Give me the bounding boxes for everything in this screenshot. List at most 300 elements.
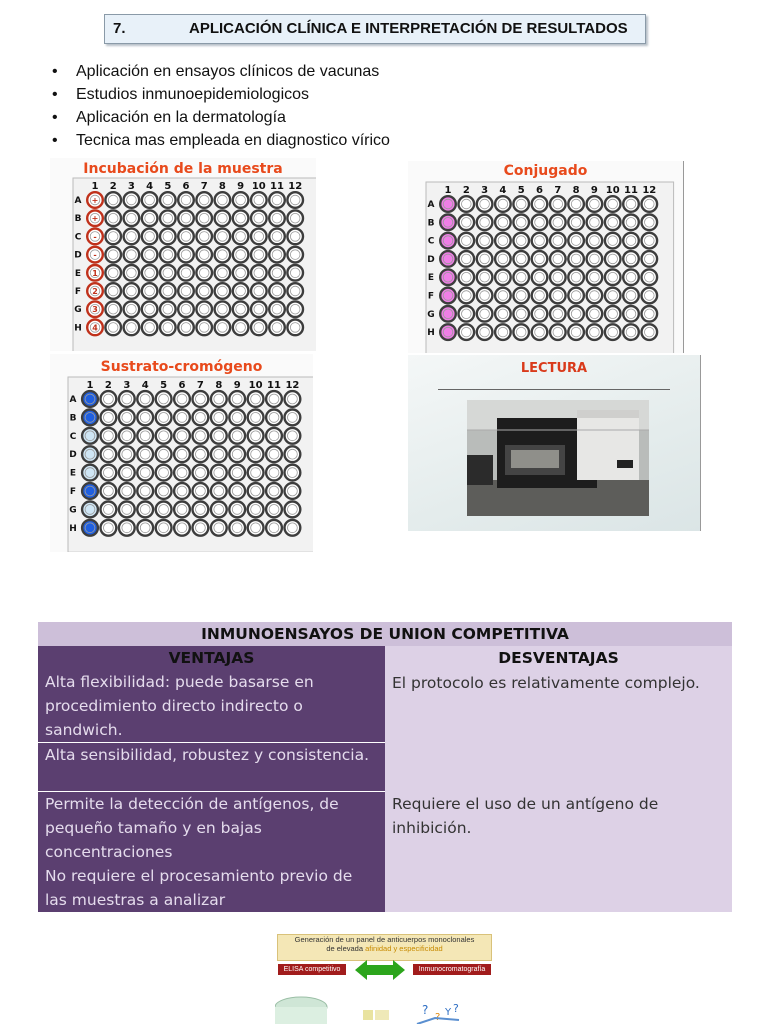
well [156, 391, 172, 407]
well [587, 251, 603, 267]
lectura-divider [438, 389, 670, 390]
section-heading [104, 14, 646, 44]
ventaja-cell: Alta sensibilidad, robustez y consistencia. [38, 743, 385, 792]
well [160, 229, 176, 245]
well [142, 301, 158, 317]
well [178, 265, 194, 281]
bullet-item: • Aplicación en ensayos clínicos de vacunas [52, 60, 390, 83]
well [513, 288, 529, 304]
well [495, 269, 511, 285]
well [513, 196, 529, 212]
well [101, 520, 117, 536]
well [642, 215, 658, 231]
well [605, 233, 621, 249]
well [287, 283, 303, 299]
plate-row-label: B [427, 218, 435, 229]
plate-column-label: 11 [270, 181, 284, 192]
well [587, 196, 603, 212]
well-mark: - [93, 232, 97, 242]
plate-conjugado-figure [408, 161, 684, 353]
well [196, 265, 212, 281]
well [266, 446, 282, 462]
well [82, 483, 98, 499]
well [174, 428, 190, 444]
elisa-competitivo-label: ELISA competitivo [278, 964, 346, 975]
well [568, 233, 584, 249]
well [495, 233, 511, 249]
well [269, 320, 285, 336]
well [196, 247, 212, 263]
plate-column-label: 4 [146, 181, 154, 192]
svg-text:?: ? [422, 1003, 429, 1017]
well [105, 265, 121, 281]
well [193, 391, 209, 407]
plate-column-label: 8 [218, 181, 226, 192]
well [160, 192, 176, 208]
well [196, 192, 212, 208]
well [532, 233, 548, 249]
plate-row-label: F [427, 291, 435, 302]
plate-column-label: 4 [141, 380, 149, 391]
well [477, 269, 493, 285]
well [266, 391, 282, 407]
well [568, 196, 584, 212]
plate-column-label: 10 [251, 181, 266, 192]
well [532, 269, 548, 285]
well [193, 520, 209, 536]
plate-column-label: 4 [499, 185, 507, 196]
plate-column-label: 7 [554, 185, 562, 196]
well [137, 465, 153, 481]
plate-column-label: 5 [160, 380, 168, 391]
well [124, 301, 140, 317]
well [477, 288, 493, 304]
plate-column-label: 12 [288, 181, 303, 192]
plate-sustrato-title: Sustrato-cromógeno [100, 359, 263, 375]
well [101, 483, 117, 499]
bullet-item: • Tecnica mas empleada en diagnostico vírico [52, 129, 390, 152]
well [82, 428, 98, 444]
well [215, 210, 231, 226]
well [229, 465, 245, 481]
well [193, 446, 209, 462]
double-arrow-icon [355, 960, 405, 980]
well-mark: 1 [92, 268, 98, 278]
well [137, 520, 153, 536]
well [440, 324, 456, 340]
well [82, 465, 98, 481]
well [174, 446, 190, 462]
well [251, 192, 267, 208]
plate-incubacion-title: Incubación de la muestra [83, 161, 283, 177]
well [285, 483, 301, 499]
plate-column-label: 6 [536, 185, 543, 196]
well [137, 502, 153, 518]
plate-row-label: B [69, 413, 77, 424]
well [642, 288, 658, 304]
plate-row-label: E [69, 468, 77, 479]
well [587, 233, 603, 249]
plate-column-label: 1 [86, 380, 94, 391]
lectura-title: LECTURA [520, 361, 588, 376]
well [459, 269, 475, 285]
well [532, 196, 548, 212]
well [248, 391, 264, 407]
well [587, 215, 603, 231]
well-plate-grid [408, 161, 683, 353]
well [623, 306, 639, 322]
well [142, 210, 158, 226]
plate-column-label: 1 [91, 181, 99, 192]
well [196, 301, 212, 317]
plate-column-label: 6 [182, 181, 190, 192]
well [287, 192, 303, 208]
well [477, 215, 493, 231]
plate-row-label: E [74, 268, 82, 279]
well [532, 288, 548, 304]
well [459, 233, 475, 249]
well [440, 306, 456, 322]
desventaja-cell: Requiere el uso de un antígeno de inhibición. [385, 792, 732, 913]
well [568, 288, 584, 304]
well [287, 229, 303, 245]
diagram-header-line1: Generación de un panel de anticuerpos monoclonales [294, 935, 475, 944]
well [251, 247, 267, 263]
well [156, 502, 172, 518]
well [459, 288, 475, 304]
plate-column-label: 7 [196, 380, 204, 391]
plate-column-label: 2 [104, 380, 112, 391]
svg-text:?: ? [435, 1012, 441, 1023]
well [142, 247, 158, 263]
well [605, 306, 621, 322]
well [513, 324, 529, 340]
plate-column-label: 12 [642, 185, 657, 196]
well [532, 251, 548, 267]
well [233, 283, 249, 299]
well [251, 320, 267, 336]
well [495, 324, 511, 340]
well-mark: 2 [92, 287, 98, 296]
well [287, 320, 303, 336]
plate-row-label: G [427, 309, 435, 320]
plate-column-label: 2 [109, 181, 117, 192]
well [251, 229, 267, 245]
well [233, 247, 249, 263]
well [285, 502, 301, 518]
section-number: 7. [113, 20, 126, 37]
well [160, 265, 176, 281]
plate-column-label: 10 [605, 185, 620, 196]
well [105, 247, 121, 263]
well [101, 502, 117, 518]
well [124, 192, 140, 208]
plate-row-label: A [427, 200, 435, 210]
well [82, 446, 98, 462]
plate-reader-photo [467, 400, 649, 516]
well [642, 306, 658, 322]
well [459, 324, 475, 340]
well [211, 502, 227, 518]
well [251, 210, 267, 226]
well [587, 324, 603, 340]
well [513, 251, 529, 267]
well [605, 288, 621, 304]
well [178, 301, 194, 317]
well [623, 196, 639, 212]
well [269, 192, 285, 208]
well [269, 265, 285, 281]
well [82, 391, 98, 407]
well [477, 196, 493, 212]
well [229, 483, 245, 499]
well [160, 301, 176, 317]
well [568, 269, 584, 285]
well [532, 215, 548, 231]
well [285, 465, 301, 481]
plate-column-label: 7 [200, 181, 208, 192]
well [211, 428, 227, 444]
well [142, 283, 158, 299]
well [124, 283, 140, 299]
well [568, 324, 584, 340]
well [105, 320, 121, 336]
plate-column-label: 2 [462, 185, 470, 196]
well [605, 215, 621, 231]
well [156, 446, 172, 462]
ventaja-cell: No requiere el procesamiento previo de las muestras a analizar [45, 867, 353, 909]
plate-column-label: 9 [590, 185, 598, 196]
well-mark: + [91, 196, 99, 205]
well [550, 251, 566, 267]
well [605, 251, 621, 267]
plate-sustrato-figure [50, 354, 313, 552]
well [459, 196, 475, 212]
well [532, 306, 548, 322]
well [605, 324, 621, 340]
plate-column-label: 5 [517, 185, 525, 196]
well [82, 520, 98, 536]
well [82, 502, 98, 518]
well [248, 520, 264, 536]
well [459, 215, 475, 231]
plate-column-label: 12 [285, 380, 300, 391]
well [623, 215, 639, 231]
plate-row-label: C [69, 431, 77, 442]
plate-row-label: C [427, 236, 435, 247]
well [215, 247, 231, 263]
well [623, 324, 639, 340]
inmunocromatografia-label: Inmunocromatografía [413, 964, 491, 975]
well [550, 324, 566, 340]
well [119, 446, 135, 462]
well [550, 306, 566, 322]
well [105, 210, 121, 226]
well [160, 210, 176, 226]
well [174, 483, 190, 499]
well [156, 410, 172, 426]
well [440, 269, 456, 285]
well [285, 428, 301, 444]
well [642, 324, 658, 340]
well [623, 288, 639, 304]
well [174, 520, 190, 536]
well [156, 465, 172, 481]
well-plate-grid [50, 354, 313, 552]
well [193, 502, 209, 518]
diagram-header-line2b: afinidad y especificidad [365, 944, 443, 953]
well [178, 320, 194, 336]
well [174, 410, 190, 426]
well [196, 320, 212, 336]
well [642, 251, 658, 267]
well [211, 446, 227, 462]
well [269, 247, 285, 263]
well [160, 320, 176, 336]
well [266, 410, 282, 426]
well [178, 283, 194, 299]
bullet-item: • Estudios inmunoepidemiologicos [52, 83, 390, 106]
well [196, 283, 212, 299]
plate-row-label: H [74, 323, 82, 334]
diagram-header-line2a: de elevada [326, 944, 366, 953]
ventaja-cell-group [38, 792, 385, 913]
well [266, 520, 282, 536]
well [101, 428, 117, 444]
plate-row-label: H [427, 328, 435, 339]
well [178, 229, 194, 245]
well [251, 301, 267, 317]
well [211, 465, 227, 481]
well [568, 215, 584, 231]
svg-text:?: ? [453, 1002, 459, 1015]
well [142, 265, 158, 281]
well [459, 306, 475, 322]
well [178, 210, 194, 226]
well [248, 428, 264, 444]
plate-row-label: E [427, 273, 435, 284]
well [477, 306, 493, 322]
well [229, 410, 245, 426]
plate-row-label: D [427, 254, 435, 265]
well [229, 391, 245, 407]
well [269, 283, 285, 299]
well [248, 446, 264, 462]
well [101, 446, 117, 462]
well [513, 306, 529, 322]
well [495, 288, 511, 304]
well [532, 324, 548, 340]
well [513, 269, 529, 285]
well [119, 520, 135, 536]
well [623, 251, 639, 267]
well [229, 446, 245, 462]
well [251, 265, 267, 281]
well [142, 229, 158, 245]
plate-column-label: 8 [572, 185, 580, 196]
well [248, 465, 264, 481]
plate-column-label: 3 [123, 380, 131, 391]
plate-column-label: 11 [267, 380, 281, 391]
well [251, 283, 267, 299]
well [124, 229, 140, 245]
well [211, 391, 227, 407]
well [285, 520, 301, 536]
well [233, 192, 249, 208]
well [440, 251, 456, 267]
plate-row-label: C [74, 232, 82, 243]
well [550, 215, 566, 231]
bullet-item: • Aplicación en la dermatología [52, 106, 390, 129]
ventaja-cell: Alta flexibilidad: puede basarse en procedimiento directo indirecto o sandwich. [38, 670, 385, 743]
desventaja-cell: El protocolo es relativamente complejo. [385, 670, 732, 792]
well [101, 410, 117, 426]
well [105, 283, 121, 299]
well [124, 247, 140, 263]
well [440, 196, 456, 212]
well [233, 229, 249, 245]
plate-column-label: 1 [444, 185, 452, 196]
well [233, 265, 249, 281]
well [229, 428, 245, 444]
well [233, 301, 249, 317]
well [105, 301, 121, 317]
plate-column-label: 6 [178, 380, 186, 391]
well [459, 251, 475, 267]
well [82, 410, 98, 426]
well [623, 233, 639, 249]
well [642, 269, 658, 285]
well [605, 196, 621, 212]
well [285, 391, 301, 407]
plate-column-label: 3 [481, 185, 489, 196]
well [495, 215, 511, 231]
well [587, 306, 603, 322]
lectura-figure [408, 355, 701, 531]
well-plate-grid [50, 158, 316, 351]
well [287, 301, 303, 317]
well [477, 251, 493, 267]
well [211, 520, 227, 536]
well-mark: 3 [92, 305, 98, 315]
well [550, 196, 566, 212]
well [178, 247, 194, 263]
well [269, 210, 285, 226]
well [248, 502, 264, 518]
well [137, 391, 153, 407]
well [196, 229, 212, 245]
well [101, 465, 117, 481]
well [495, 251, 511, 267]
plate-row-label: A [69, 395, 77, 405]
well [137, 446, 153, 462]
well [233, 210, 249, 226]
well [269, 301, 285, 317]
well [266, 465, 282, 481]
well [623, 269, 639, 285]
well [440, 215, 456, 231]
plate-row-label: A [74, 196, 82, 206]
well [513, 215, 529, 231]
well [513, 233, 529, 249]
well [193, 465, 209, 481]
well [215, 283, 231, 299]
well [215, 229, 231, 245]
well [266, 502, 282, 518]
well [119, 391, 135, 407]
well [215, 301, 231, 317]
plate-row-label: B [74, 214, 82, 225]
